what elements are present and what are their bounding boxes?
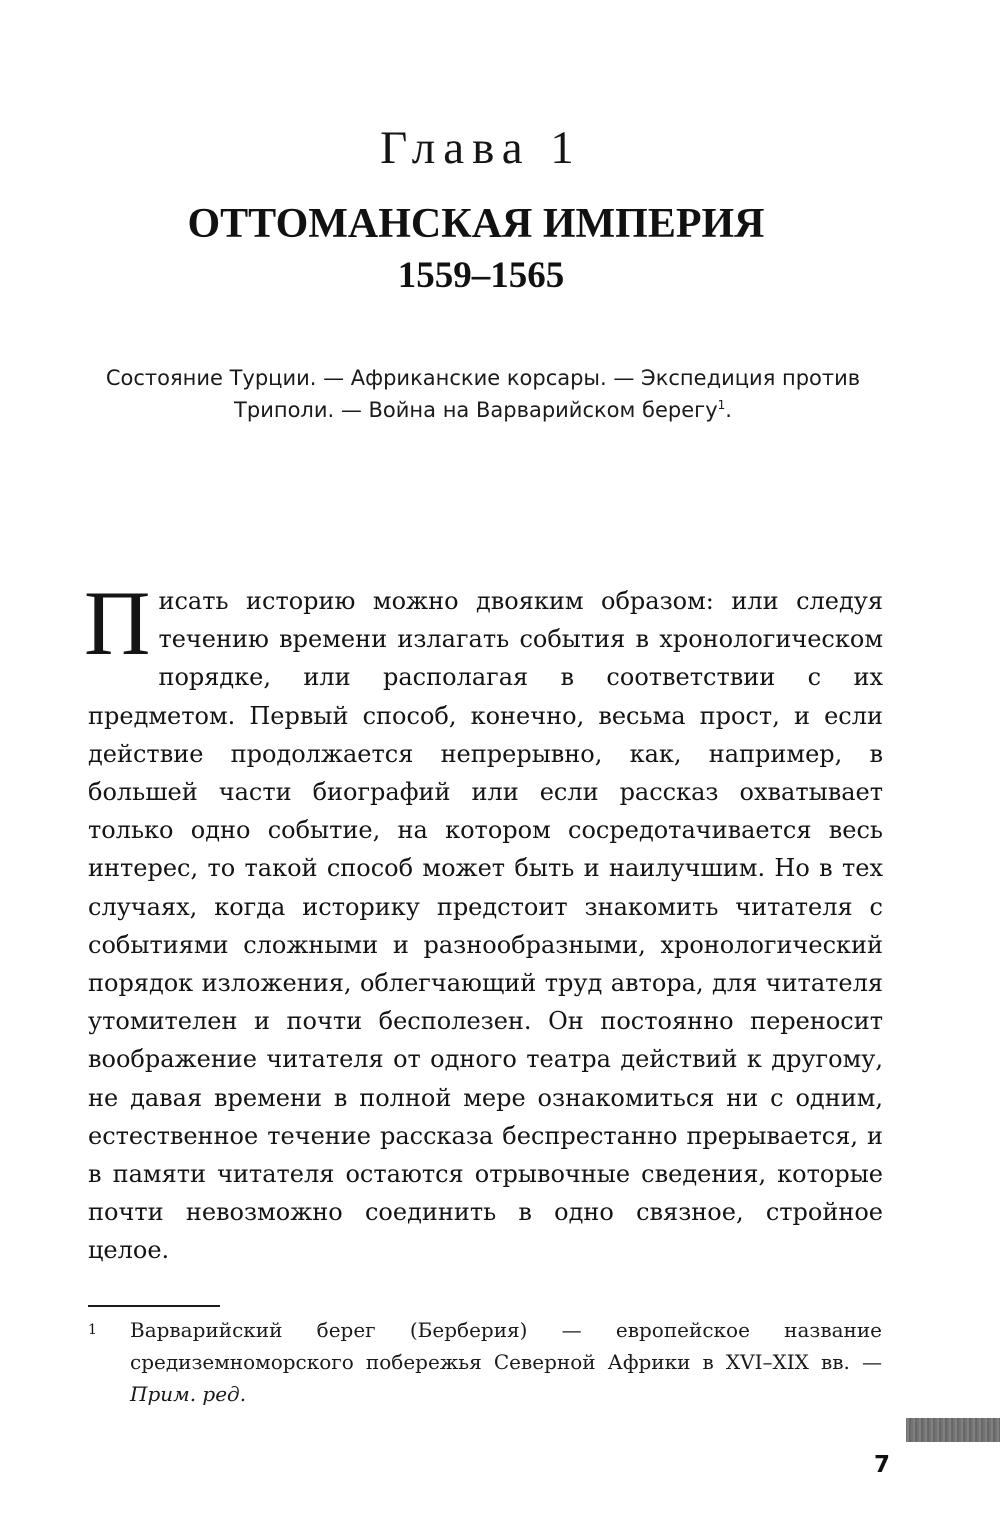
page-edge-marker: [906, 1418, 1000, 1442]
chapter-synopsis: [100, 362, 866, 426]
body-paragraph: [84, 572, 883, 1270]
chapter-label: Глава 1: [380, 122, 582, 174]
footnote-editor-note: Прим. ред.: [130, 1382, 247, 1406]
footnote-divider: [88, 1305, 220, 1307]
footnote-text: Варварийский берег (Берберия) — европейское название средиземноморского побережья Северной Африки в XVI–XIX вв. —: [130, 1318, 882, 1374]
footnote: [130, 1314, 882, 1410]
footnote-marker: 1: [88, 1322, 97, 1338]
synopsis-text: Состояние Турции. — Африканские корсары. — Экспедиция против Триполи. — Война на Варварийском берегу: [105, 366, 861, 422]
page-number: 7: [873, 1452, 890, 1478]
drop-cap: П: [84, 572, 151, 674]
chapter-years: 1559–1565: [397, 255, 565, 296]
body-paragraph-text: исать историю можно двояким образом: или следуя течению времени излагать события в хронологическом порядке, или располагая в соответствии с их предметом. Первый способ, конечно, весьма прост, и если действие продолжается непрерывно, как, например, в большей части биографий или если рассказ охватывает только одно событие, на котором сосредотачивается весь интерес, то такой способ может быть и наилучшим. Но в тех случаях, когда историку предстоит знакомить читателя с событиями сложными и разнообразными, хронологический порядок изложения, облегчающий труд автора, для читателя утомителен и почти бесполезен. Он постоянно переносит воображение читателя от одного театра действий к другому, не давая времени в полной мере ознакомиться ни с одним, естественное течение рассказа беспрестанно прерывается, и в памяти читателя остаются отрывочные сведения, которые почти невозможно соединить в одно связное, стройное целое.: [88, 587, 883, 1265]
footnote-reference[interactable]: 1: [717, 398, 726, 412]
chapter-title: ОТТОМАНСКАЯ ИМПЕРИЯ: [187, 201, 765, 247]
synopsis-end: .: [725, 398, 732, 422]
